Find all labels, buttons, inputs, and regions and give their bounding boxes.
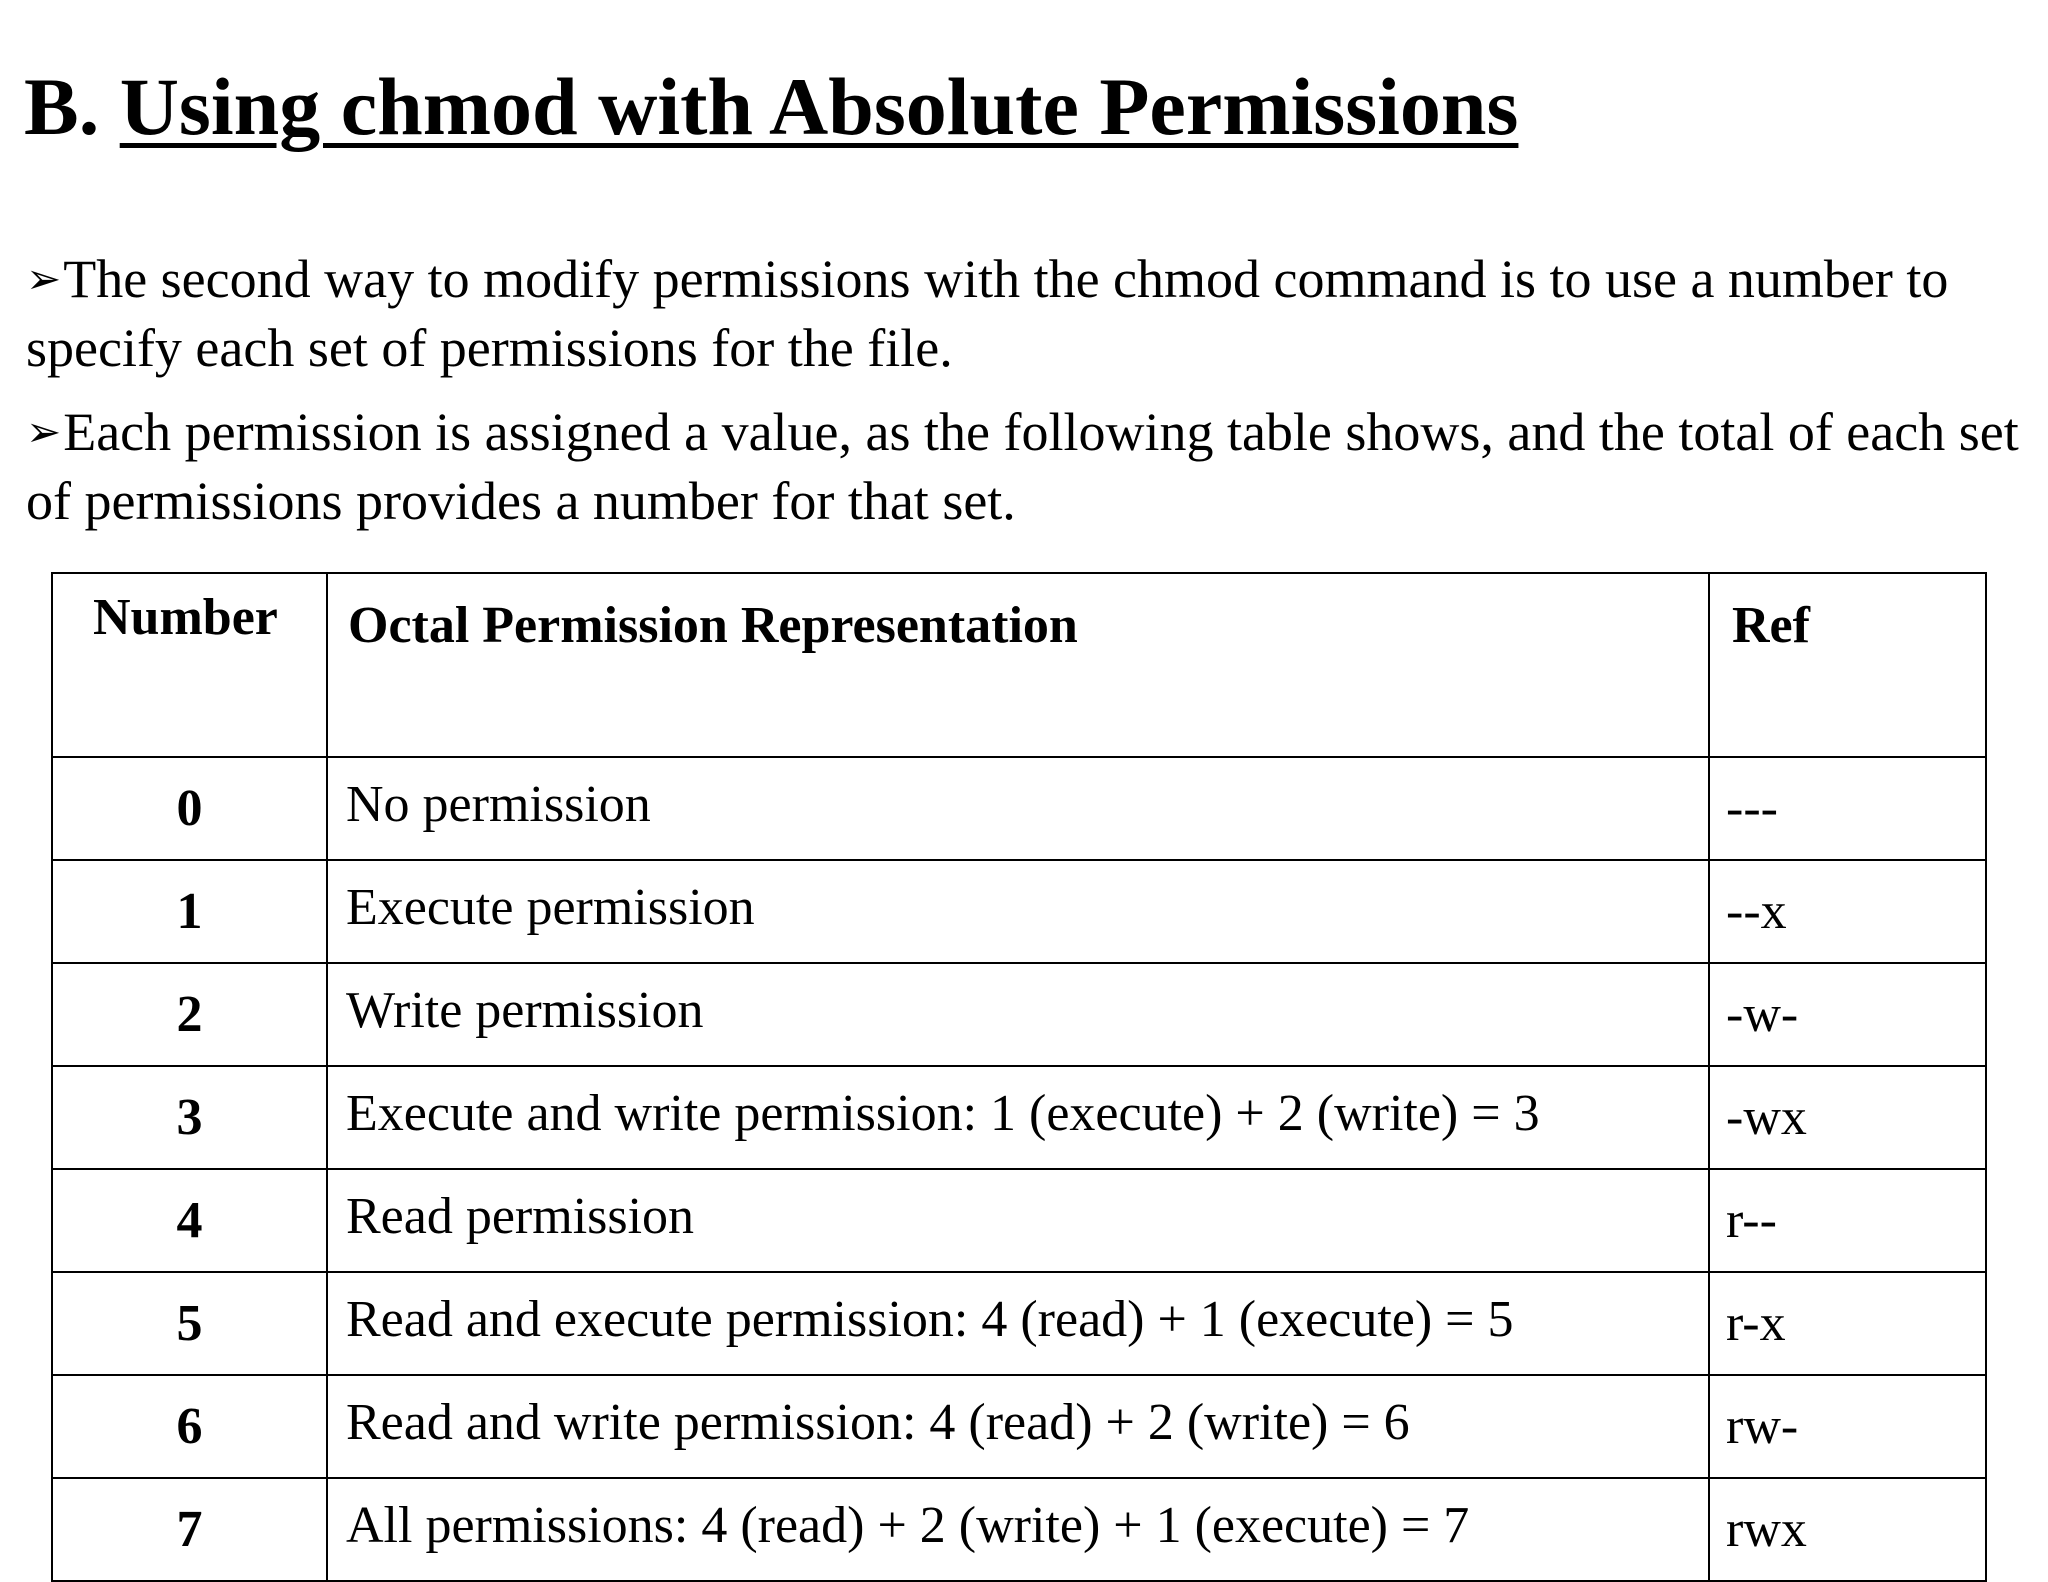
cell-number: 6	[52, 1375, 327, 1478]
table-row	[52, 860, 1986, 963]
table-header-row	[52, 573, 1986, 757]
cell-ref: r-x	[1709, 1272, 1986, 1375]
paragraph-text: Each permission is assigned a value, as the following table shows, and the total of each set of permissions provides a number for that set.	[26, 402, 2019, 531]
cell-ref: ---	[1709, 757, 1986, 860]
table-row	[52, 757, 1986, 860]
column-header-number: Number	[52, 573, 327, 757]
table-row	[52, 1272, 1986, 1375]
column-header-octal-permission: Octal Permission Representation	[327, 573, 1709, 757]
bullet-paragraph	[26, 244, 2036, 383]
arrowhead-bullet-icon: ➢	[26, 254, 62, 303]
cell-ref: r--	[1709, 1169, 1986, 1272]
cell-description: No permission	[327, 757, 1709, 860]
cell-ref: --x	[1709, 860, 1986, 963]
cell-ref: rwx	[1709, 1478, 1986, 1581]
arrowhead-bullet-icon: ➢	[26, 407, 62, 456]
cell-ref: rw-	[1709, 1375, 1986, 1478]
paragraph-text: The second way to modify permissions with the chmod command is to use a number to specify each set of permissions for the file.	[26, 249, 1949, 378]
cell-ref: -w-	[1709, 963, 1986, 1066]
cell-description: Write permission	[327, 963, 1709, 1066]
table-row	[52, 1375, 1986, 1478]
column-header-ref: Ref	[1709, 573, 1986, 757]
cell-description: Execute and write permission: 1 (execute) + 2 (write) = 3	[327, 1066, 1709, 1169]
bullet-paragraph	[26, 397, 2036, 536]
cell-number: 5	[52, 1272, 327, 1375]
cell-description: Execute permission	[327, 860, 1709, 963]
table-row	[52, 1066, 1986, 1169]
cell-ref: -wx	[1709, 1066, 1986, 1169]
cell-number: 2	[52, 963, 327, 1066]
cell-number: 0	[52, 757, 327, 860]
title-prefix: B.	[24, 61, 120, 152]
cell-number: 1	[52, 860, 327, 963]
cell-number: 7	[52, 1478, 327, 1581]
title-text: Using chmod with Absolute Permissions	[119, 61, 1519, 152]
slide-title	[24, 60, 1518, 154]
table-row	[52, 963, 1986, 1066]
cell-description: Read permission	[327, 1169, 1709, 1272]
table-row	[52, 1169, 1986, 1272]
cell-description: All permissions: 4 (read) + 2 (write) + 1 (execute) = 7	[327, 1478, 1709, 1581]
permissions-table	[51, 572, 1987, 1582]
cell-number: 3	[52, 1066, 327, 1169]
table-row	[52, 1478, 1986, 1581]
cell-description: Read and write permission: 4 (read) + 2 (write) = 6	[327, 1375, 1709, 1478]
cell-description: Read and execute permission: 4 (read) + 1 (execute) = 5	[327, 1272, 1709, 1375]
cell-number: 4	[52, 1169, 327, 1272]
